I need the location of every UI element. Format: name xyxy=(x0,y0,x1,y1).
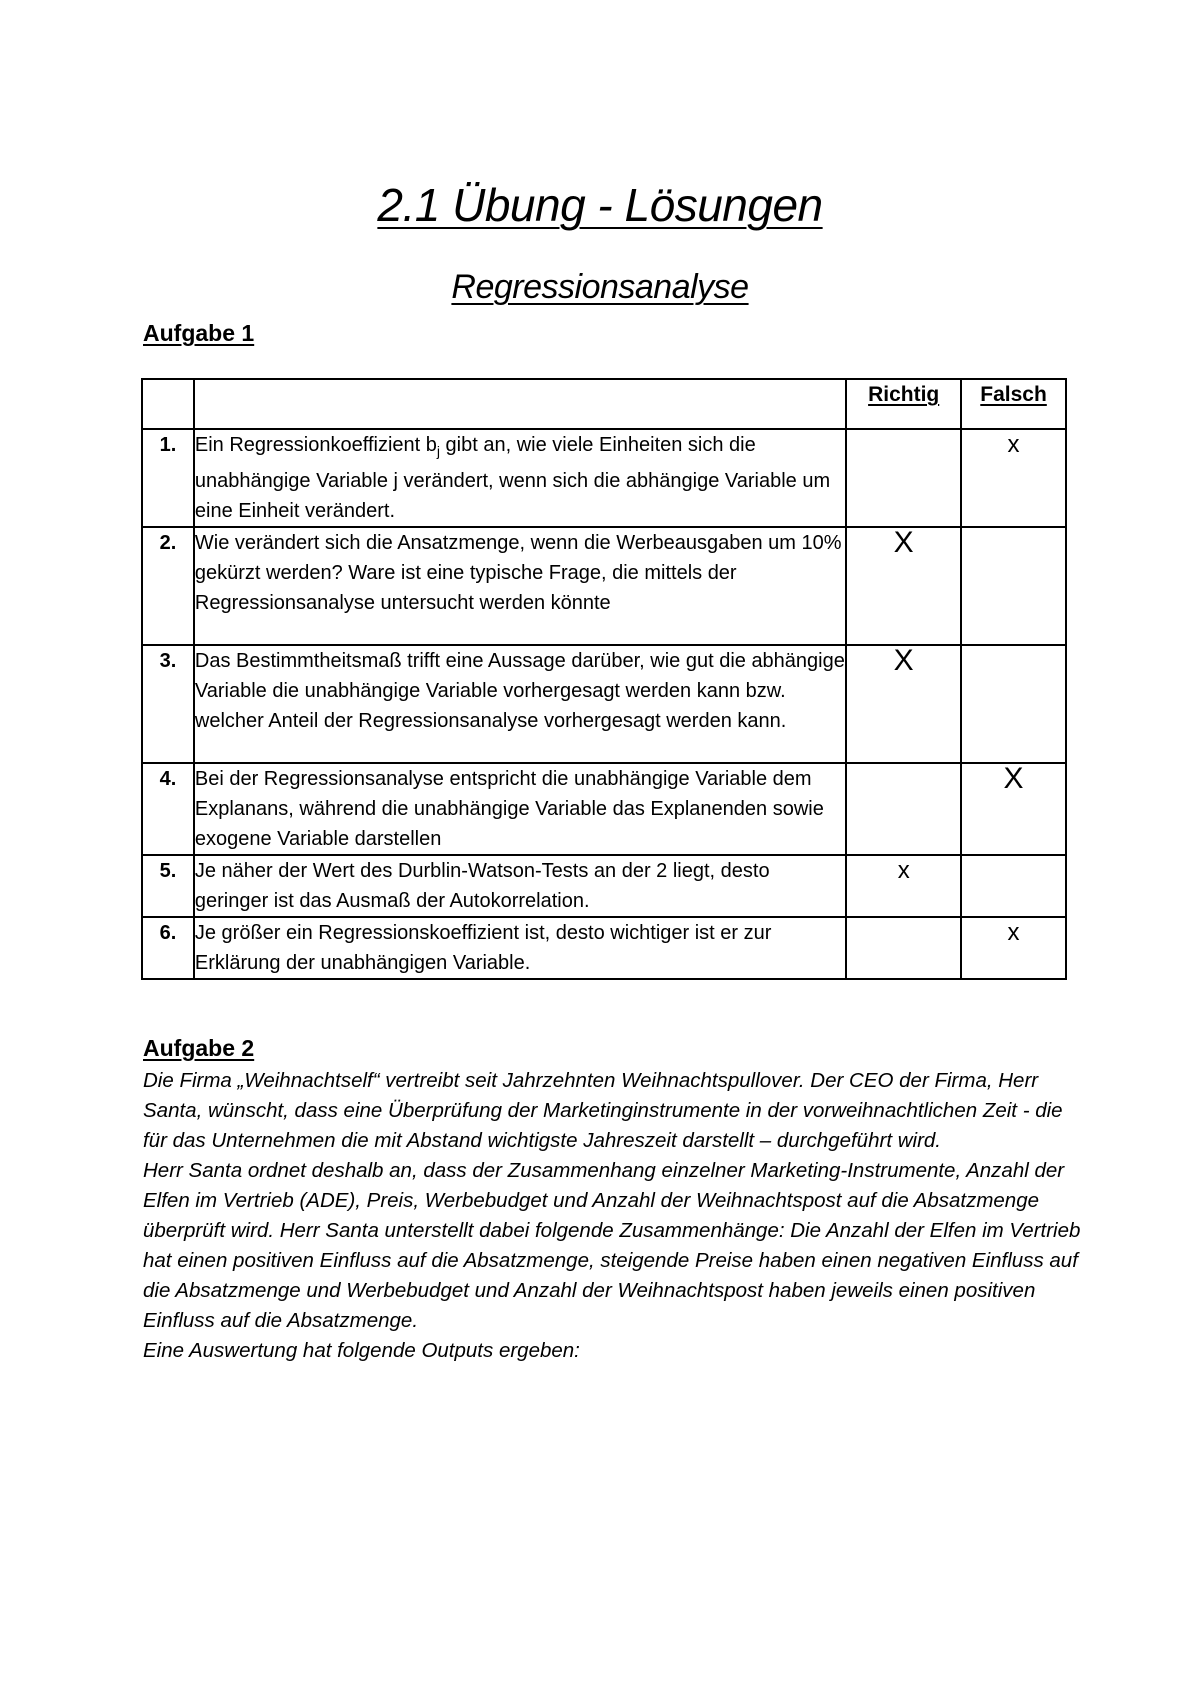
document-title: 2.1 Übung - Lösungen xyxy=(377,179,823,231)
table-row xyxy=(142,645,1066,763)
table-row xyxy=(142,855,1066,917)
falsch-cell xyxy=(961,763,1066,855)
falsch-cell xyxy=(961,645,1066,763)
paragraph: Die Firma „Weihnachtself“ vertreibt seit Jahrzehnten Weihnachtspullover. Der CEO der Firma, Herr Santa, wünscht, dass eine Überprüfung der Marketinginstrumente in der vorweihnachtlichen Zeit - die für das Unternehmen die mit Abstand wichtigste Jahreszeit darstellt – durchgeführt wird. xyxy=(143,1069,1063,1152)
table-header-row xyxy=(142,379,1066,429)
row-number: 3. xyxy=(142,645,194,763)
document-subtitle: Regressionsanalyse xyxy=(451,268,749,306)
falsch-mark: x xyxy=(1007,919,1020,946)
falsch-cell xyxy=(961,855,1066,917)
row-number: 4. xyxy=(142,763,194,855)
row-number: 1. xyxy=(142,429,194,527)
aufgabe2-text xyxy=(143,1066,1083,1366)
statement-text: gibt an, wie viele Einheiten sich die unabhängige Variable j verändert, wenn sich die abhängige Variable um eine Einheit verändert. xyxy=(194,434,831,522)
falsch-mark: X xyxy=(1003,762,1024,795)
header-falsch: Falsch xyxy=(961,379,1066,429)
richtig-mark: X xyxy=(893,644,914,677)
richtig-mark: x xyxy=(897,857,910,884)
row-number: 5. xyxy=(142,855,194,917)
table-row xyxy=(142,763,1066,855)
header-num-cell xyxy=(142,379,194,429)
true-false-table xyxy=(141,378,1067,980)
paragraph: Eine Auswertung hat folgende Outputs ergeben: xyxy=(143,1339,580,1362)
richtig-cell xyxy=(846,429,961,527)
table-row xyxy=(142,429,1066,527)
richtig-cell xyxy=(846,855,961,917)
paragraph: Herr Santa ordnet deshalb an, dass der Zusammenhang einzelner Marketing-Instrumente, Anzahl der Elfen im Vertrieb (ADE), Preis, Werbebudget und Anzahl der Weihnachtspost auf die Absatzmenge überprüft wird. Herr Santa unterstellt dabei folgende Zusammenhänge: Die Anzahl der Elfen im Vertrieb hat einen positiven Einfluss auf die Absatzmenge, steigende Preise haben einen negativen Einfluss auf die Absatzmenge und Werbebudget und Anzahl der Weihnachtspost haben jeweils einen positiven Einfluss auf die Absatzmenge. xyxy=(143,1159,1081,1332)
statement-text: Ein Regressionkoeffizient b xyxy=(194,434,437,456)
falsch-mark: x xyxy=(1007,431,1020,458)
falsch-cell xyxy=(961,527,1066,645)
row-statement: Wie verändert sich die Ansatzmenge, wenn die Werbeausgaben um 10% gekürzt werden? Ware ist eine typische Frage, die mittels der Regressionsanalyse untersucht werden könnte xyxy=(194,527,846,645)
header-richtig: Richtig xyxy=(846,379,961,429)
richtig-mark: X xyxy=(893,526,914,559)
row-number: 6. xyxy=(142,917,194,979)
row-number: 2. xyxy=(142,527,194,645)
statement-subscript: j xyxy=(436,443,440,459)
aufgabe2-heading: Aufgabe 2 xyxy=(143,1035,255,1061)
row-statement xyxy=(194,429,846,527)
table-row xyxy=(142,527,1066,645)
aufgabe1-heading: Aufgabe 1 xyxy=(143,320,255,346)
row-statement: Je größer ein Regressionskoeffizient ist, desto wichtiger ist er zur Erklärung der unabhängigen Variable. xyxy=(194,917,846,979)
row-statement: Bei der Regressionsanalyse entspricht die unabhängige Variable dem Explanans, während die unabhängige Variable das Explanenden sowie exogene Variable darstellen xyxy=(194,763,846,855)
richtig-cell xyxy=(846,527,961,645)
falsch-cell xyxy=(961,429,1066,527)
table-row xyxy=(142,917,1066,979)
row-statement: Je näher der Wert des Durblin-Watson-Tests an der 2 liegt, desto geringer ist das Ausmaß der Autokorrelation. xyxy=(194,855,846,917)
richtig-cell xyxy=(846,645,961,763)
richtig-cell xyxy=(846,917,961,979)
richtig-cell xyxy=(846,763,961,855)
falsch-cell xyxy=(961,917,1066,979)
header-statement-cell xyxy=(194,379,846,429)
row-statement: Das Bestimmtheitsmaß trifft eine Aussage darüber, wie gut die abhängige Variable die unabhängige Variable vorhergesagt werden kann bzw. welcher Anteil der Regressionsanalyse vorhergesagt werden kann. xyxy=(194,645,846,763)
